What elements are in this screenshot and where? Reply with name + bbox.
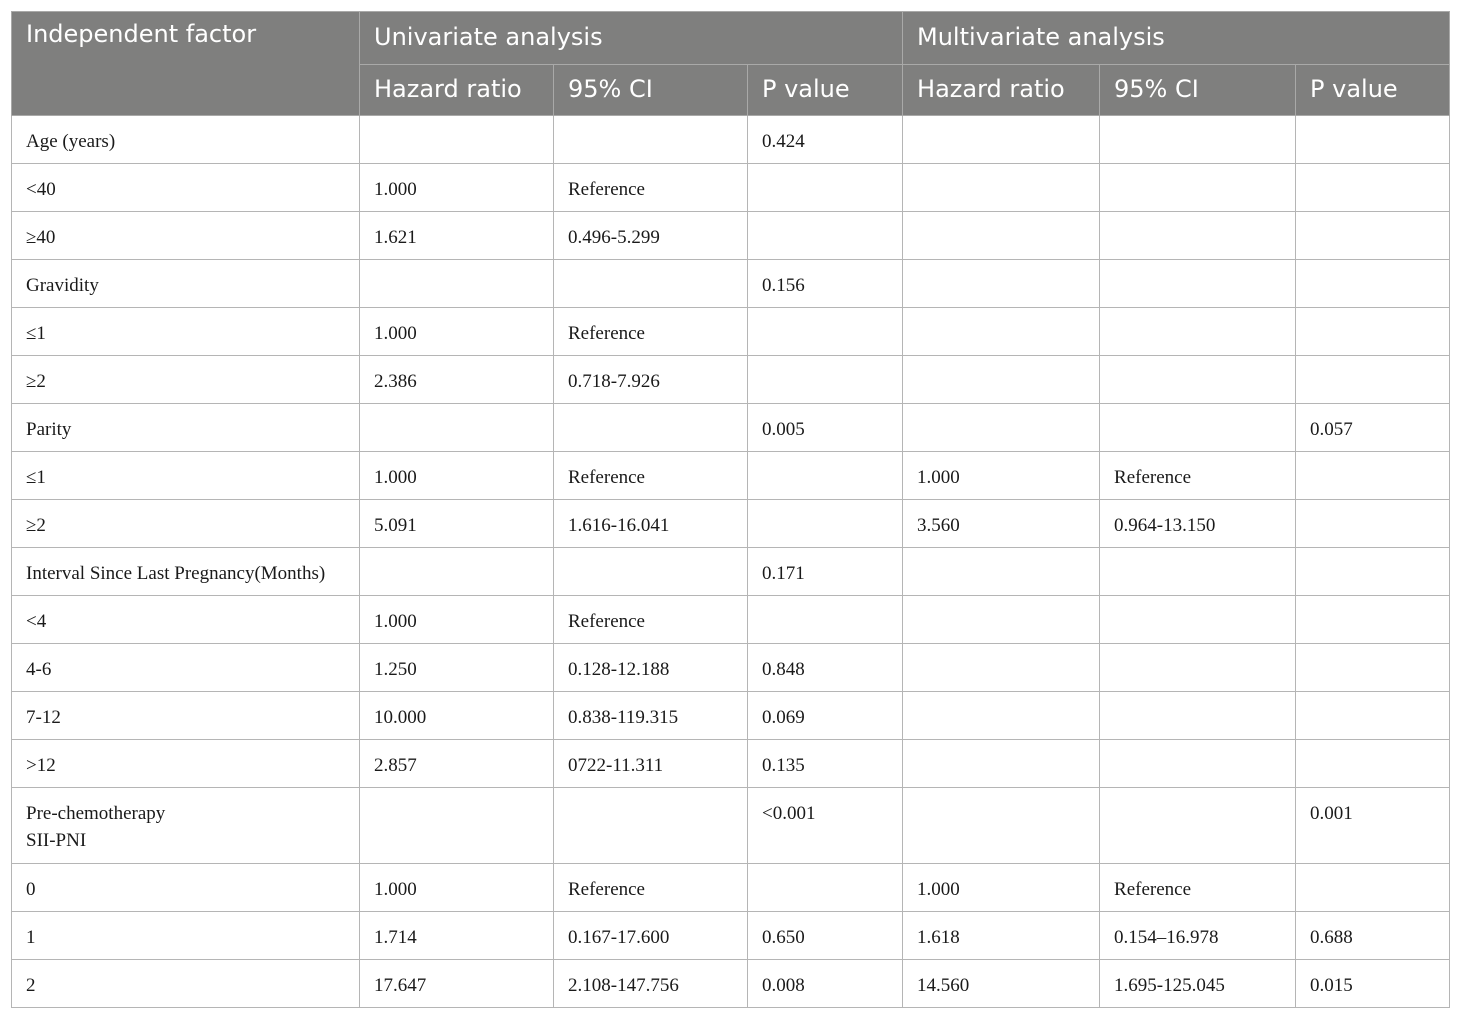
cell-multi-ci xyxy=(1100,356,1296,404)
cell-uni-ci: 0.718-7.926 xyxy=(554,356,748,404)
cell-multi-p-value xyxy=(1296,596,1450,644)
header-univariate: Univariate analysis xyxy=(360,12,903,65)
cell-multi-p-value xyxy=(1296,260,1450,308)
cell-multi-hazard-ratio xyxy=(903,404,1100,452)
cell-multi-p-value xyxy=(1296,692,1450,740)
cell-uni-hazard-ratio xyxy=(360,116,554,164)
cell-multi-hazard-ratio xyxy=(903,788,1100,864)
cell-multi-ci xyxy=(1100,308,1296,356)
cell-factor: 0 xyxy=(12,864,360,912)
cell-multi-ci xyxy=(1100,164,1296,212)
cell-multi-hazard-ratio xyxy=(903,644,1100,692)
cell-factor: >12 xyxy=(12,740,360,788)
cell-multi-p-value xyxy=(1296,308,1450,356)
cell-uni-hazard-ratio: 2.386 xyxy=(360,356,554,404)
cell-uni-p-value: 0.008 xyxy=(748,960,903,1008)
cell-uni-ci: 0.496-5.299 xyxy=(554,212,748,260)
header-independent-factor: Independent factor xyxy=(12,12,360,116)
cell-factor: Gravidity xyxy=(12,260,360,308)
cell-multi-hazard-ratio: 1.000 xyxy=(903,452,1100,500)
cell-uni-hazard-ratio: 17.647 xyxy=(360,960,554,1008)
cell-multi-p-value xyxy=(1296,356,1450,404)
cell-multi-hazard-ratio xyxy=(903,308,1100,356)
cell-multi-p-value xyxy=(1296,644,1450,692)
cell-uni-p-value xyxy=(748,500,903,548)
cell-uni-hazard-ratio: 5.091 xyxy=(360,500,554,548)
cell-uni-hazard-ratio: 1.621 xyxy=(360,212,554,260)
cell-uni-hazard-ratio: 1.000 xyxy=(360,308,554,356)
cell-uni-ci: 0.838-119.315 xyxy=(554,692,748,740)
table-row xyxy=(12,596,1450,644)
cell-multi-p-value: 0.688 xyxy=(1296,912,1450,960)
table-row xyxy=(12,864,1450,912)
cell-factor: 4-6 xyxy=(12,644,360,692)
cell-uni-ci: 1.616-16.041 xyxy=(554,500,748,548)
cell-factor: <40 xyxy=(12,164,360,212)
cell-factor: 1 xyxy=(12,912,360,960)
table-body xyxy=(12,116,1450,1008)
header-uni-hazard-ratio: Hazard ratio xyxy=(360,65,554,116)
cell-multi-hazard-ratio xyxy=(903,692,1100,740)
cell-multi-p-value xyxy=(1296,548,1450,596)
cell-factor: <4 xyxy=(12,596,360,644)
hazard-ratio-table xyxy=(11,11,1450,1008)
cell-multi-p-value xyxy=(1296,212,1450,260)
table-row xyxy=(12,644,1450,692)
cell-uni-p-value xyxy=(748,356,903,404)
cell-uni-p-value: 0.171 xyxy=(748,548,903,596)
cell-multi-hazard-ratio: 1.618 xyxy=(903,912,1100,960)
cell-uni-ci: 2.108-147.756 xyxy=(554,960,748,1008)
cell-uni-p-value: 0.424 xyxy=(748,116,903,164)
cell-multi-p-value xyxy=(1296,164,1450,212)
header-uni-p-value: P value xyxy=(748,65,903,116)
header-multivariate: Multivariate analysis xyxy=(903,12,1450,65)
header-row-groups xyxy=(12,12,1450,65)
cell-uni-p-value: 0.156 xyxy=(748,260,903,308)
cell-multi-hazard-ratio xyxy=(903,596,1100,644)
table-row xyxy=(12,452,1450,500)
cell-uni-hazard-ratio: 1.000 xyxy=(360,864,554,912)
cell-multi-p-value: 0.057 xyxy=(1296,404,1450,452)
cell-multi-hazard-ratio xyxy=(903,212,1100,260)
cell-uni-hazard-ratio: 2.857 xyxy=(360,740,554,788)
header-uni-ci: 95% CI xyxy=(554,65,748,116)
cell-uni-p-value xyxy=(748,212,903,260)
table-row xyxy=(12,404,1450,452)
cell-factor: Parity xyxy=(12,404,360,452)
cell-multi-ci xyxy=(1100,644,1296,692)
cell-multi-hazard-ratio xyxy=(903,260,1100,308)
cell-uni-hazard-ratio xyxy=(360,548,554,596)
cell-multi-p-value xyxy=(1296,116,1450,164)
cell-factor: Interval Since Last Pregnancy(Months) xyxy=(12,548,360,596)
cell-multi-p-value xyxy=(1296,864,1450,912)
cell-multi-ci: Reference xyxy=(1100,864,1296,912)
cell-uni-hazard-ratio xyxy=(360,788,554,864)
cell-uni-p-value xyxy=(748,596,903,644)
cell-uni-hazard-ratio: 1.000 xyxy=(360,596,554,644)
cell-uni-p-value: <0.001 xyxy=(748,788,903,864)
table-header xyxy=(12,12,1450,116)
cell-uni-p-value xyxy=(748,452,903,500)
cell-uni-hazard-ratio xyxy=(360,404,554,452)
table-row xyxy=(12,912,1450,960)
cell-multi-hazard-ratio xyxy=(903,116,1100,164)
cell-multi-ci: Reference xyxy=(1100,452,1296,500)
cell-multi-p-value xyxy=(1296,452,1450,500)
table-row xyxy=(12,692,1450,740)
cell-uni-ci: 0.128-12.188 xyxy=(554,644,748,692)
cell-uni-hazard-ratio: 1.000 xyxy=(360,164,554,212)
cell-uni-ci xyxy=(554,548,748,596)
cell-multi-ci xyxy=(1100,548,1296,596)
cell-uni-ci: Reference xyxy=(554,596,748,644)
cell-uni-hazard-ratio xyxy=(360,260,554,308)
cell-uni-hazard-ratio: 1.000 xyxy=(360,452,554,500)
cell-multi-hazard-ratio: 14.560 xyxy=(903,960,1100,1008)
cell-multi-ci: 1.695-125.045 xyxy=(1100,960,1296,1008)
cell-multi-p-value xyxy=(1296,500,1450,548)
cell-uni-hazard-ratio: 1.250 xyxy=(360,644,554,692)
cell-multi-hazard-ratio xyxy=(903,740,1100,788)
cell-uni-p-value: 0.135 xyxy=(748,740,903,788)
cell-uni-p-value: 0.848 xyxy=(748,644,903,692)
cell-uni-ci: 0722-11.311 xyxy=(554,740,748,788)
cell-multi-ci xyxy=(1100,692,1296,740)
cell-multi-p-value xyxy=(1296,740,1450,788)
cell-uni-ci: Reference xyxy=(554,308,748,356)
cell-uni-p-value xyxy=(748,864,903,912)
cell-uni-p-value: 0.650 xyxy=(748,912,903,960)
cell-uni-ci xyxy=(554,788,748,864)
cell-multi-ci: 0.154–16.978 xyxy=(1100,912,1296,960)
table-row xyxy=(12,788,1450,864)
table-row xyxy=(12,260,1450,308)
cell-multi-hazard-ratio: 1.000 xyxy=(903,864,1100,912)
cell-factor: ≥2 xyxy=(12,356,360,404)
cell-multi-hazard-ratio xyxy=(903,548,1100,596)
cell-multi-ci xyxy=(1100,116,1296,164)
table-row xyxy=(12,740,1450,788)
cell-uni-p-value: 0.005 xyxy=(748,404,903,452)
table-row xyxy=(12,548,1450,596)
cell-uni-ci xyxy=(554,116,748,164)
cell-uni-ci: 0.167-17.600 xyxy=(554,912,748,960)
cell-multi-hazard-ratio xyxy=(903,356,1100,404)
table-row xyxy=(12,308,1450,356)
cell-multi-hazard-ratio xyxy=(903,164,1100,212)
table-row xyxy=(12,164,1450,212)
table-row xyxy=(12,212,1450,260)
cell-factor: Pre-chemotherapy SII-PNI xyxy=(12,788,360,864)
cell-uni-p-value: 0.069 xyxy=(748,692,903,740)
cell-factor: ≥40 xyxy=(12,212,360,260)
results-table-container xyxy=(11,11,1449,1008)
cell-multi-ci xyxy=(1100,788,1296,864)
cell-factor: 2 xyxy=(12,960,360,1008)
cell-multi-p-value: 0.001 xyxy=(1296,788,1450,864)
table-row xyxy=(12,116,1450,164)
table-row xyxy=(12,500,1450,548)
header-multi-p-value: P value xyxy=(1296,65,1450,116)
cell-multi-ci xyxy=(1100,596,1296,644)
cell-multi-ci xyxy=(1100,404,1296,452)
cell-multi-ci xyxy=(1100,212,1296,260)
cell-factor: ≥2 xyxy=(12,500,360,548)
cell-uni-ci xyxy=(554,260,748,308)
cell-factor: Age (years) xyxy=(12,116,360,164)
cell-uni-p-value xyxy=(748,164,903,212)
cell-uni-ci: Reference xyxy=(554,452,748,500)
cell-multi-hazard-ratio: 3.560 xyxy=(903,500,1100,548)
header-multi-ci: 95% CI xyxy=(1100,65,1296,116)
cell-multi-ci: 0.964-13.150 xyxy=(1100,500,1296,548)
cell-multi-p-value: 0.015 xyxy=(1296,960,1450,1008)
cell-factor: ≤1 xyxy=(12,308,360,356)
cell-uni-ci: Reference xyxy=(554,864,748,912)
table-row xyxy=(12,356,1450,404)
header-multi-hazard-ratio: Hazard ratio xyxy=(903,65,1100,116)
cell-factor: ≤1 xyxy=(12,452,360,500)
cell-factor: 7-12 xyxy=(12,692,360,740)
cell-uni-hazard-ratio: 10.000 xyxy=(360,692,554,740)
table-row xyxy=(12,960,1450,1008)
cell-multi-ci xyxy=(1100,740,1296,788)
cell-uni-ci xyxy=(554,404,748,452)
cell-uni-ci: Reference xyxy=(554,164,748,212)
cell-uni-hazard-ratio: 1.714 xyxy=(360,912,554,960)
cell-multi-ci xyxy=(1100,260,1296,308)
cell-uni-p-value xyxy=(748,308,903,356)
